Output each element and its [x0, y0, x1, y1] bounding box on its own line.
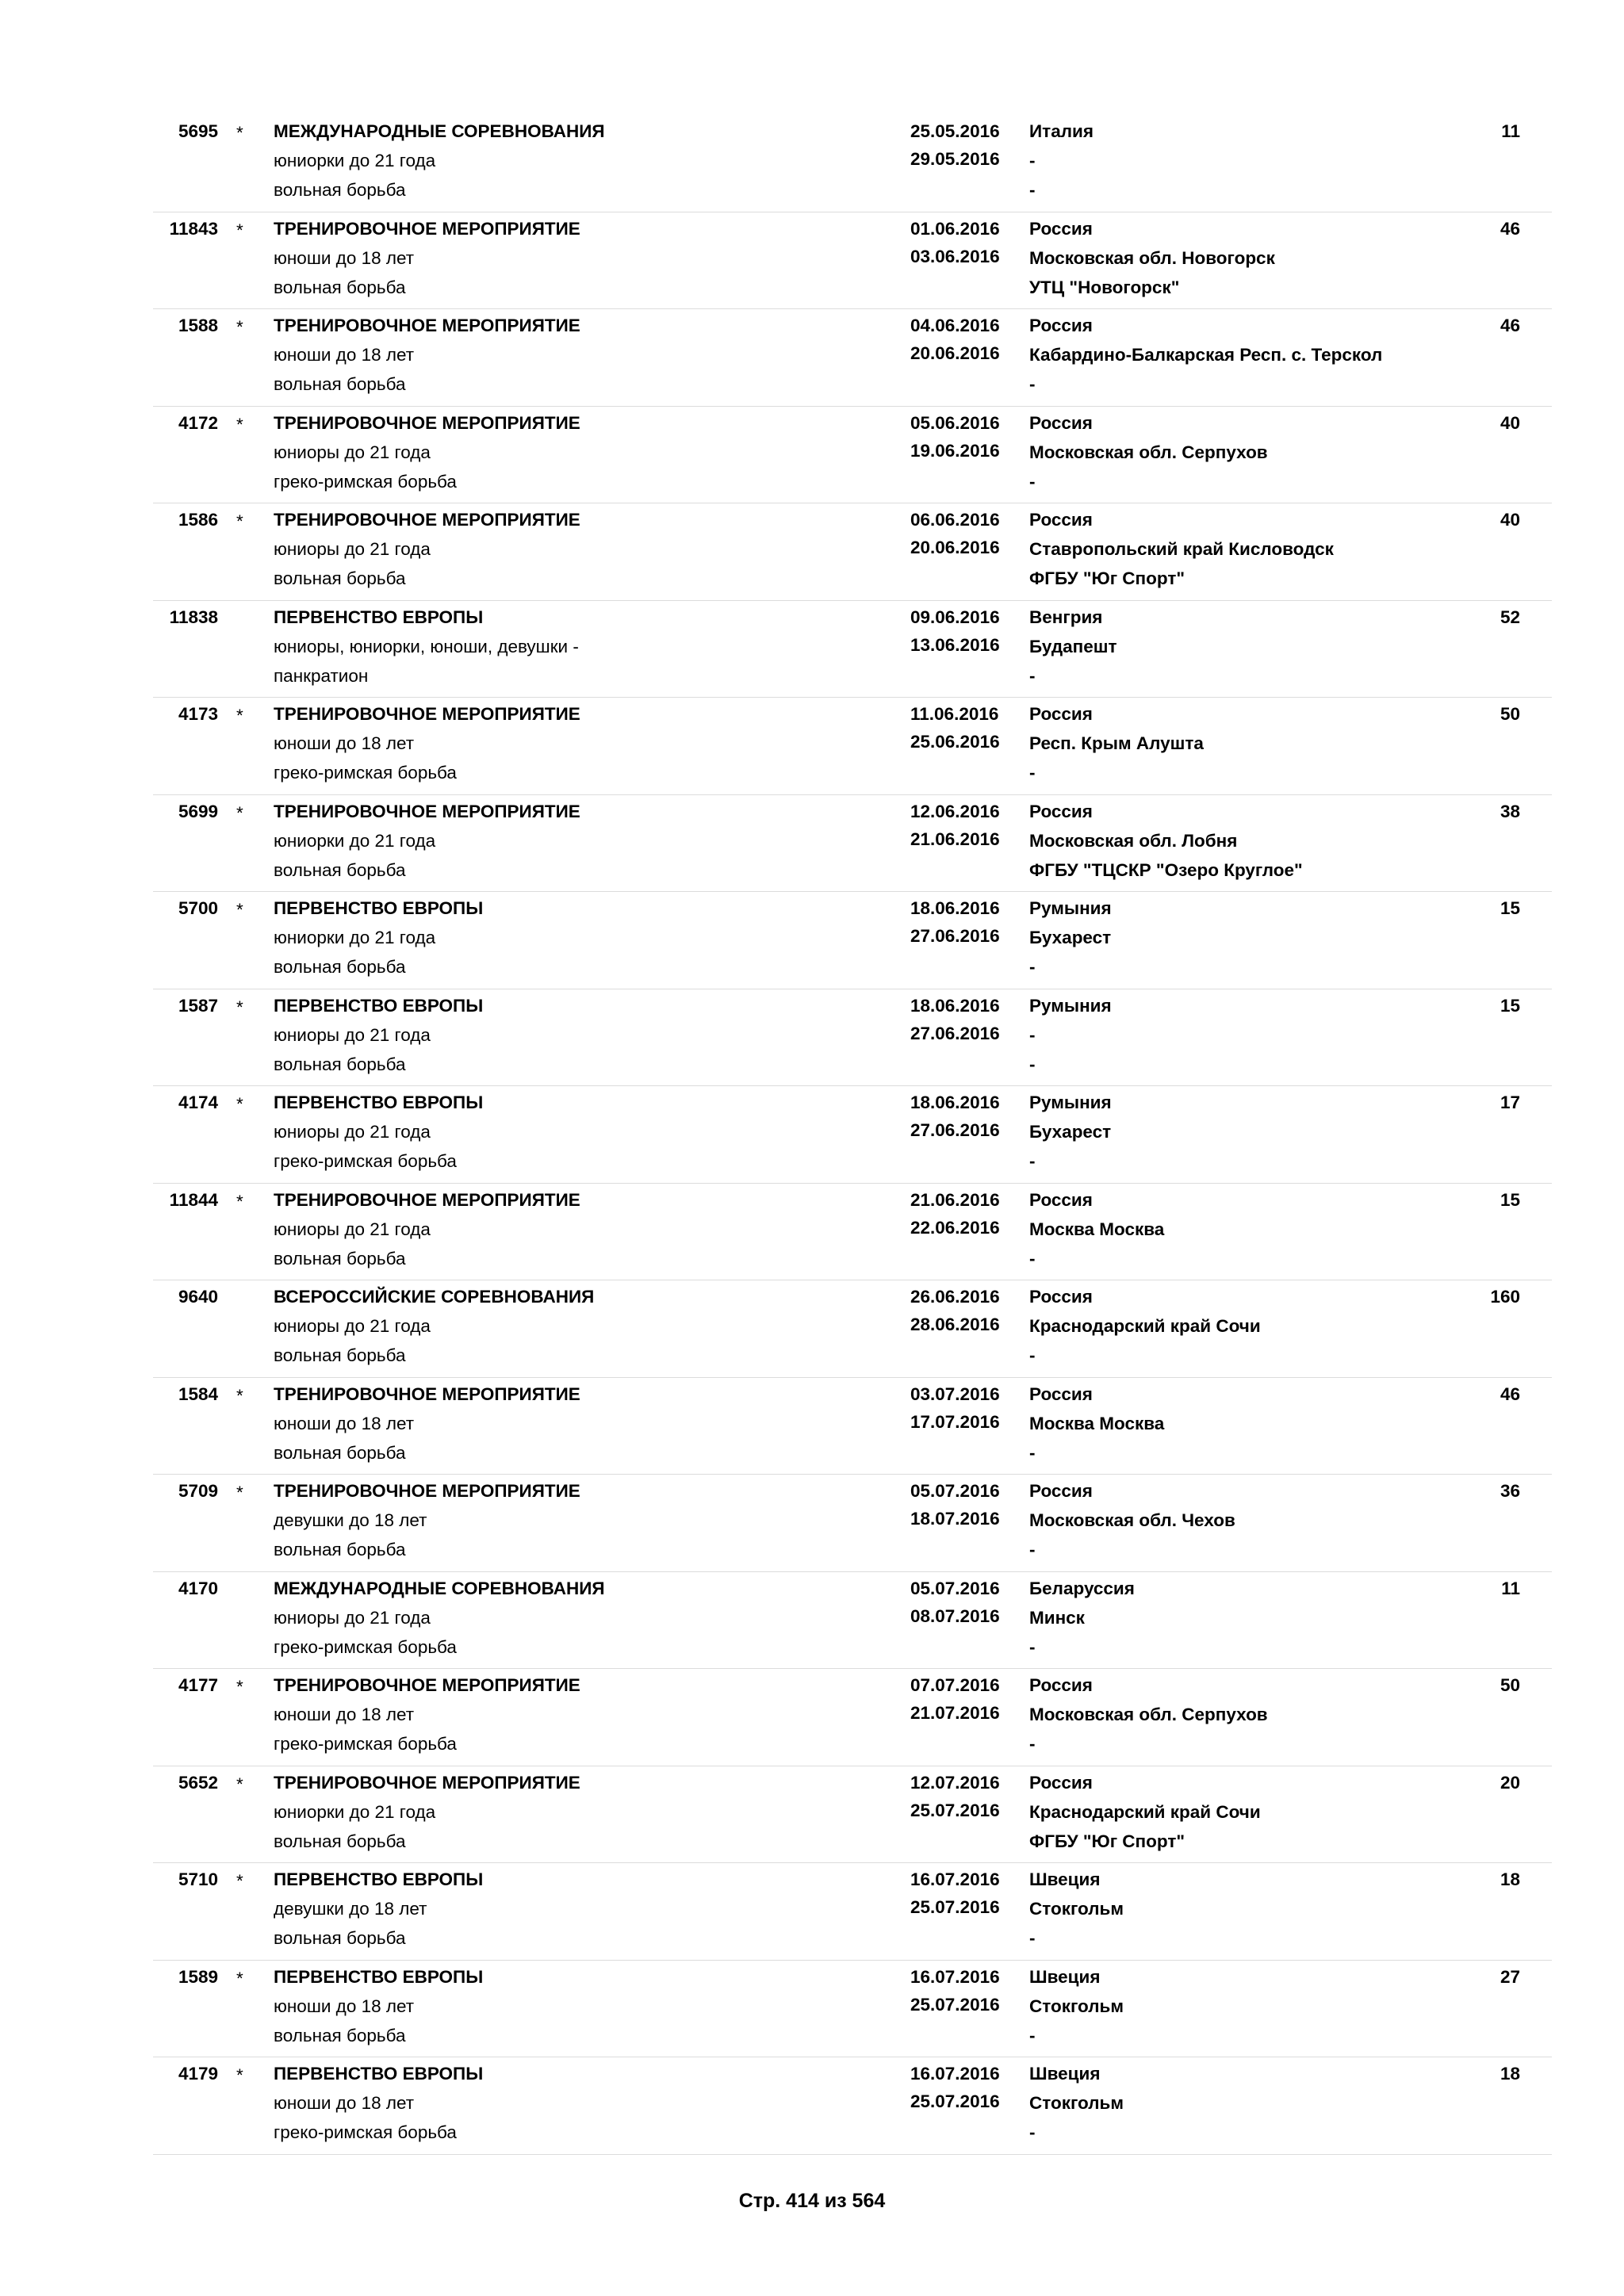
- event-code: 11838: [169, 607, 218, 627]
- event-date-start: 18.06.2016: [910, 898, 1000, 918]
- event-venue: -: [1029, 1636, 1036, 1657]
- event-title: ПЕРВЕНСТВО ЕВРОПЫ: [274, 1093, 484, 1112]
- event-code: 5652: [178, 1772, 218, 1793]
- event-code: 9640: [178, 1287, 218, 1307]
- event-country: Швеция: [1029, 1869, 1101, 1889]
- event-date-start: 18.06.2016: [910, 1093, 1000, 1112]
- event-venue: -: [1029, 1054, 1036, 1074]
- event-count: 36: [1500, 1481, 1520, 1501]
- event-date-start: 05.07.2016: [910, 1481, 1000, 1501]
- event-star: *: [236, 220, 243, 240]
- event-date-start: 25.05.2016: [910, 121, 1000, 141]
- event-code: 5710: [178, 1869, 218, 1889]
- event-star: *: [236, 511, 243, 531]
- event-count: 18: [1500, 1869, 1520, 1889]
- event-group: юниоры до 21 года: [274, 1316, 431, 1336]
- event-star: *: [236, 900, 243, 920]
- event-city: Минск: [1029, 1607, 1085, 1628]
- event-code: 1587: [178, 995, 218, 1016]
- event-country: Россия: [1029, 801, 1093, 821]
- event-country: Румыния: [1029, 995, 1112, 1016]
- event-venue: -: [1029, 1151, 1036, 1171]
- event-star: *: [236, 1385, 243, 1406]
- event-city: Стокгольм: [1029, 2093, 1124, 2113]
- event-row: [153, 1766, 1552, 1864]
- event-country: Швеция: [1029, 2064, 1101, 2084]
- event-date-start: 04.06.2016: [910, 316, 1000, 335]
- event-city: Будапешт: [1029, 636, 1117, 656]
- event-city: Москва Москва: [1029, 1413, 1165, 1433]
- event-venue: -: [1029, 665, 1036, 686]
- event-date-start: 18.06.2016: [910, 995, 1000, 1016]
- event-sport: вольная борьба: [274, 1248, 406, 1269]
- event-city: Бухарест: [1029, 1122, 1112, 1142]
- event-date-start: 16.07.2016: [910, 1966, 1000, 1987]
- event-date-end: 18.07.2016: [910, 1509, 1000, 1529]
- event-sport: вольная борьба: [274, 1928, 406, 1948]
- event-sport: вольная борьба: [274, 1054, 406, 1074]
- event-count: 20: [1500, 1772, 1520, 1793]
- event-star: *: [236, 2065, 243, 2085]
- event-sport: вольная борьба: [274, 859, 406, 880]
- event-star: *: [236, 1871, 243, 1891]
- event-code: 5695: [178, 121, 218, 141]
- event-venue: -: [1029, 1442, 1036, 1463]
- event-city: Москва Москва: [1029, 1219, 1165, 1239]
- event-star: *: [236, 706, 243, 725]
- event-venue: -: [1029, 180, 1036, 200]
- event-venue: -: [1029, 1734, 1036, 1754]
- event-sport: вольная борьба: [274, 1540, 406, 1559]
- event-date-start: 26.06.2016: [910, 1287, 1000, 1307]
- event-country: Италия: [1029, 121, 1094, 141]
- event-venue: -: [1029, 1345, 1036, 1365]
- event-date-start: 06.06.2016: [910, 510, 1000, 530]
- event-group: юноши до 18 лет: [274, 247, 415, 268]
- event-date-start: 05.07.2016: [910, 1578, 1000, 1598]
- event-city: Бухарест: [1029, 928, 1112, 947]
- event-code: 4174: [178, 1093, 218, 1112]
- event-date-end: 19.06.2016: [910, 440, 1000, 461]
- event-country: Россия: [1029, 704, 1093, 724]
- event-city: Московская обл. Чехов: [1029, 1510, 1235, 1530]
- event-sport: вольная борьба: [274, 180, 406, 200]
- event-code: 4173: [178, 704, 218, 724]
- event-venue: -: [1029, 2122, 1036, 2142]
- event-city: Краснодарский край Сочи: [1029, 1801, 1261, 1822]
- event-venue: -: [1029, 374, 1036, 394]
- event-date-end: 25.07.2016: [910, 1800, 1000, 1820]
- event-date-start: 12.07.2016: [910, 1772, 1000, 1793]
- event-country: Россия: [1029, 218, 1093, 239]
- event-country: Россия: [1029, 1675, 1093, 1695]
- event-sport: греко-римская борьба: [274, 1151, 457, 1171]
- event-count: 40: [1500, 510, 1520, 530]
- event-code: 1589: [178, 1966, 218, 1987]
- event-sport: панкратион: [274, 665, 369, 686]
- event-sport: вольная борьба: [274, 957, 406, 977]
- event-date-start: 05.06.2016: [910, 412, 1000, 433]
- event-star: *: [236, 1774, 243, 1794]
- event-title: ТРЕНИРОВОЧНОЕ МЕРОПРИЯТИЕ: [274, 218, 580, 239]
- event-count: 27: [1500, 1966, 1520, 1987]
- event-row: [153, 795, 1552, 893]
- event-country: Россия: [1029, 1383, 1093, 1404]
- event-count: 50: [1500, 1675, 1520, 1695]
- event-city: -: [1029, 151, 1036, 170]
- event-star: *: [236, 317, 243, 337]
- event-sport: греко-римская борьба: [274, 2122, 457, 2142]
- event-date-end: 25.07.2016: [910, 1897, 1000, 1917]
- event-group: юниоры до 21 года: [274, 539, 431, 559]
- event-title: ВСЕРОССИЙСКИЕ СОРЕВНОВАНИЯ: [274, 1287, 595, 1307]
- event-code: 4172: [178, 412, 218, 433]
- event-city: Кабардино-Балкарская Респ. с. Терскол: [1029, 345, 1383, 365]
- event-row: [153, 1378, 1552, 1475]
- event-venue: -: [1029, 763, 1036, 783]
- event-group: юниорки до 21 года: [274, 928, 436, 947]
- event-row: [153, 1669, 1552, 1766]
- event-date-end: 13.06.2016: [910, 634, 1000, 655]
- event-star: *: [236, 1191, 243, 1211]
- event-sport: вольная борьба: [274, 2025, 406, 2045]
- event-group: юниоры до 21 года: [274, 442, 431, 462]
- event-title: ПЕРВЕНСТВО ЕВРОПЫ: [274, 607, 484, 627]
- event-city: Респ. Крым Алушта: [1029, 733, 1204, 753]
- event-title: ПЕРВЕНСТВО ЕВРОПЫ: [274, 1966, 484, 1987]
- event-code: 4170: [178, 1578, 218, 1598]
- event-title: МЕЖДУНАРОДНЫЕ СОРЕВНОВАНИЯ: [274, 121, 605, 141]
- event-group: юниорки до 21 года: [274, 1801, 436, 1822]
- event-count: 46: [1500, 218, 1520, 239]
- event-code: 4177: [178, 1675, 218, 1695]
- event-date-start: 12.06.2016: [910, 801, 1000, 821]
- event-title: ТРЕНИРОВОЧНОЕ МЕРОПРИЯТИЕ: [274, 704, 580, 724]
- event-row: [153, 601, 1552, 698]
- event-row: [153, 698, 1552, 795]
- event-city: Московская обл. Серпухов: [1029, 1705, 1268, 1724]
- event-date-end: 25.07.2016: [910, 1994, 1000, 2015]
- event-title: ТРЕНИРОВОЧНОЕ МЕРОПРИЯТИЕ: [274, 1675, 580, 1695]
- event-code: 5709: [178, 1481, 218, 1501]
- event-date-start: 21.06.2016: [910, 1189, 1000, 1210]
- event-code: 5699: [178, 801, 218, 821]
- event-sport: вольная борьба: [274, 1831, 406, 1851]
- event-city: Московская обл. Новогорск: [1029, 247, 1275, 268]
- event-count: 15: [1500, 995, 1520, 1016]
- event-title: ПЕРВЕНСТВО ЕВРОПЫ: [274, 1869, 484, 1889]
- event-group: девушки до 18 лет: [274, 1510, 427, 1530]
- event-venue: УТЦ "Новогорск": [1029, 277, 1180, 297]
- event-group: юниоры до 21 года: [274, 1122, 431, 1142]
- event-title: ТРЕНИРОВОЧНОЕ МЕРОПРИЯТИЕ: [274, 1383, 580, 1404]
- event-country: Россия: [1029, 1189, 1093, 1210]
- event-sport: греко-римская борьба: [274, 763, 457, 783]
- event-country: Россия: [1029, 316, 1093, 335]
- event-group: юниорки до 21 года: [274, 830, 436, 851]
- event-date-end: 29.05.2016: [910, 149, 1000, 169]
- event-star: *: [236, 123, 243, 143]
- event-sport: вольная борьба: [274, 1442, 406, 1463]
- event-count: 11: [1501, 121, 1520, 141]
- event-group: юниоры, юниорки, юноши, девушки -: [274, 636, 579, 656]
- event-row: [153, 1184, 1552, 1281]
- event-group: юниоры до 21 года: [274, 1024, 431, 1045]
- event-date-start: 16.07.2016: [910, 2064, 1000, 2084]
- event-date-end: 21.06.2016: [910, 828, 1000, 849]
- event-row: [153, 115, 1552, 212]
- event-country: Россия: [1029, 412, 1093, 433]
- event-star: *: [236, 414, 243, 434]
- event-date-end: 27.06.2016: [910, 1120, 1000, 1140]
- event-row: [153, 1572, 1552, 1670]
- event-date-end: 20.06.2016: [910, 343, 1000, 363]
- event-group: юниоры до 21 года: [274, 1219, 431, 1239]
- event-group: юноши до 18 лет: [274, 733, 415, 753]
- event-group: юниоры до 21 года: [274, 1607, 431, 1628]
- event-row: [153, 1086, 1552, 1184]
- event-country: Швеция: [1029, 1966, 1101, 1987]
- event-country: Беларуссия: [1029, 1578, 1135, 1598]
- event-city: Краснодарский край Сочи: [1029, 1316, 1261, 1336]
- event-row: [153, 1863, 1552, 1961]
- event-title: ТРЕНИРОВОЧНОЕ МЕРОПРИЯТИЕ: [274, 412, 580, 433]
- event-code: 1586: [178, 510, 218, 530]
- event-title: ПЕРВЕНСТВО ЕВРОПЫ: [274, 898, 484, 918]
- event-code: 11844: [169, 1189, 218, 1210]
- event-code: 1584: [178, 1383, 218, 1404]
- event-country: Россия: [1029, 1287, 1093, 1307]
- event-star: *: [236, 1483, 243, 1502]
- event-date-end: 22.06.2016: [910, 1217, 1000, 1238]
- event-date-start: 03.07.2016: [910, 1383, 1000, 1404]
- event-count: 46: [1500, 1383, 1520, 1404]
- event-venue: ФГБУ "Юг Спорт": [1029, 1831, 1185, 1851]
- event-venue: -: [1029, 471, 1036, 492]
- event-venue: -: [1029, 1928, 1036, 1948]
- event-code: 5700: [178, 898, 218, 918]
- event-venue: ФГБУ "Юг Спорт": [1029, 568, 1185, 588]
- event-date-start: 11.06.2016: [910, 704, 999, 724]
- event-country: Румыния: [1029, 898, 1112, 918]
- event-count: 38: [1500, 801, 1520, 821]
- event-group: юноши до 18 лет: [274, 2093, 415, 2113]
- event-count: 11: [1501, 1578, 1520, 1598]
- event-date-start: 16.07.2016: [910, 1869, 1000, 1889]
- event-sport: вольная борьба: [274, 277, 406, 297]
- event-star: *: [236, 1968, 243, 1988]
- event-title: ТРЕНИРОВОЧНОЕ МЕРОПРИЯТИЕ: [274, 1481, 580, 1501]
- events-list: [153, 115, 1552, 2155]
- event-date-end: 25.07.2016: [910, 2091, 1000, 2111]
- event-row: [153, 989, 1552, 1087]
- event-sport: греко-римская борьба: [274, 471, 457, 492]
- event-title: ТРЕНИРОВОЧНОЕ МЕРОПРИЯТИЕ: [274, 510, 580, 530]
- event-date-end: 27.06.2016: [910, 926, 1000, 946]
- event-country: Россия: [1029, 510, 1093, 530]
- event-date-start: 01.06.2016: [910, 218, 1000, 239]
- event-date-end: 08.07.2016: [910, 1605, 1000, 1626]
- event-group: юноши до 18 лет: [274, 1413, 415, 1433]
- event-city: Московская обл. Лобня: [1029, 830, 1238, 851]
- event-row: [153, 1961, 1552, 2058]
- page-footer: Стр. 414 из 564: [738, 2190, 886, 2212]
- event-group: юноши до 18 лет: [274, 1996, 415, 2016]
- event-country: Венгрия: [1029, 607, 1103, 627]
- event-venue: -: [1029, 1248, 1036, 1269]
- event-venue: -: [1029, 1540, 1036, 1559]
- event-row: [153, 892, 1552, 989]
- event-star: *: [236, 802, 243, 823]
- event-venue: ФГБУ "ТЦСКР "Озеро Круглое": [1029, 859, 1303, 880]
- event-code: 4179: [178, 2064, 218, 2084]
- event-date-start: 09.06.2016: [910, 607, 1000, 627]
- event-count: 52: [1500, 607, 1520, 627]
- event-title: ТРЕНИРОВОЧНОЕ МЕРОПРИЯТИЕ: [274, 316, 580, 335]
- event-sport: вольная борьба: [274, 568, 406, 588]
- event-count: 18: [1500, 2064, 1520, 2084]
- event-star: *: [236, 997, 243, 1017]
- event-date-end: 17.07.2016: [910, 1411, 1000, 1432]
- event-count: 15: [1500, 898, 1520, 918]
- event-venue: -: [1029, 957, 1036, 977]
- event-country: Россия: [1029, 1772, 1093, 1793]
- event-title: ТРЕНИРОВОЧНОЕ МЕРОПРИЯТИЕ: [274, 801, 580, 821]
- event-city: -: [1029, 1024, 1036, 1045]
- event-date-end: 27.06.2016: [910, 1023, 1000, 1043]
- event-row: [153, 309, 1552, 407]
- event-city: Московская обл. Серпухов: [1029, 442, 1268, 462]
- event-star: *: [236, 1677, 243, 1697]
- event-title: ПЕРВЕНСТВО ЕВРОПЫ: [274, 995, 484, 1016]
- event-city: Ставропольский край Кисловодск: [1029, 539, 1334, 559]
- event-count: 160: [1490, 1287, 1520, 1307]
- event-row: [153, 1280, 1552, 1378]
- event-code: 11843: [169, 218, 218, 239]
- event-sport: греко-римская борьба: [274, 1636, 457, 1657]
- event-city: Стокгольм: [1029, 1899, 1124, 1919]
- event-star: *: [236, 1094, 243, 1114]
- event-title: ПЕРВЕНСТВО ЕВРОПЫ: [274, 2064, 484, 2084]
- event-title: ТРЕНИРОВОЧНОЕ МЕРОПРИЯТИЕ: [274, 1772, 580, 1793]
- event-sport: вольная борьба: [274, 1345, 406, 1365]
- event-count: 46: [1500, 316, 1520, 335]
- event-row: [153, 2057, 1552, 2155]
- event-count: 17: [1500, 1093, 1520, 1112]
- event-row: [153, 407, 1552, 504]
- event-country: Румыния: [1029, 1093, 1112, 1112]
- event-date-end: 21.07.2016: [910, 1703, 1000, 1723]
- event-date-start: 07.07.2016: [910, 1675, 1000, 1695]
- event-country: Россия: [1029, 1481, 1093, 1501]
- event-date-end: 03.06.2016: [910, 246, 1000, 266]
- event-date-end: 25.06.2016: [910, 732, 1000, 752]
- event-count: 40: [1500, 412, 1520, 433]
- event-row: [153, 1475, 1552, 1572]
- event-row: [153, 212, 1552, 310]
- event-code: 1588: [178, 316, 218, 335]
- event-group: юноши до 18 лет: [274, 345, 415, 365]
- event-date-end: 20.06.2016: [910, 538, 1000, 557]
- event-title: ТРЕНИРОВОЧНОЕ МЕРОПРИЯТИЕ: [274, 1189, 580, 1210]
- event-group: юниорки до 21 года: [274, 151, 436, 170]
- event-count: 50: [1500, 704, 1520, 724]
- event-title: МЕЖДУНАРОДНЫЕ СОРЕВНОВАНИЯ: [274, 1578, 605, 1598]
- event-row: [153, 503, 1552, 601]
- event-count: 15: [1500, 1189, 1520, 1210]
- event-sport: греко-римская борьба: [274, 1734, 457, 1754]
- event-group: девушки до 18 лет: [274, 1899, 427, 1919]
- event-venue: -: [1029, 2025, 1036, 2045]
- event-sport: вольная борьба: [274, 374, 406, 394]
- event-date-end: 28.06.2016: [910, 1314, 1000, 1334]
- event-city: Стокгольм: [1029, 1996, 1124, 2016]
- event-group: юноши до 18 лет: [274, 1705, 415, 1724]
